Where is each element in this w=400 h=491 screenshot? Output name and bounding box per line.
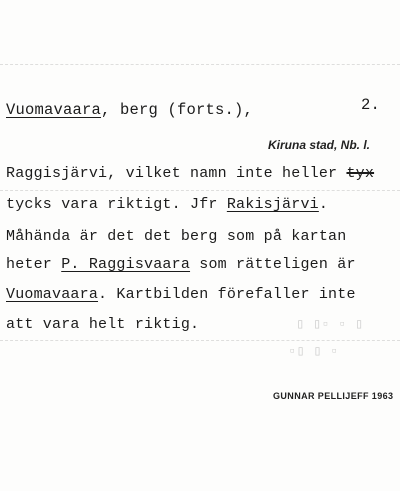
- body-line-3: Måhända är det det berg som på kartan: [6, 228, 347, 245]
- cross-reference-link[interactable]: Vuomavaara: [6, 286, 99, 303]
- body-line-1-text: Raggisjärvi, vilket namn inte heller: [6, 165, 347, 182]
- body-line-1: [6, 165, 374, 182]
- location-stamp: Kiruna stad, Nb. l.: [268, 138, 371, 152]
- signature-stamp: GUNNAR PELLIJEFF 1963: [273, 391, 394, 401]
- card-heading: [6, 101, 253, 119]
- show-through-marks: ▯ ▯▫ ▫ ▯: [296, 317, 364, 333]
- body-line-5-end: . Kartbilden förefaller inte: [98, 286, 356, 303]
- body-line-4: [6, 256, 356, 273]
- body-line-5: [6, 286, 356, 303]
- body-line-6: att vara helt riktig.: [6, 316, 200, 333]
- ruled-line: [0, 190, 400, 191]
- cross-reference-link[interactable]: P. Raggisvaara: [61, 256, 191, 273]
- show-through-marks: ▫▯ ▯ ▫: [288, 344, 339, 360]
- cross-reference-link[interactable]: Rakisjärvi: [226, 196, 319, 213]
- body-line-2-text: tycks vara riktigt. Jfr: [6, 196, 227, 213]
- heading-place-name: Vuomavaara: [6, 101, 102, 119]
- struck-text: tyx: [346, 165, 375, 182]
- page-number: 2.: [361, 96, 381, 114]
- body-line-2-end: .: [318, 196, 329, 213]
- body-line-2: [6, 196, 328, 213]
- body-line-4-end: som rätteligen är: [190, 256, 356, 273]
- body-line-4-text: heter: [6, 256, 62, 273]
- ruled-line: [0, 340, 400, 341]
- ruled-line: [0, 64, 400, 65]
- heading-rest: , berg (forts.),: [101, 101, 254, 119]
